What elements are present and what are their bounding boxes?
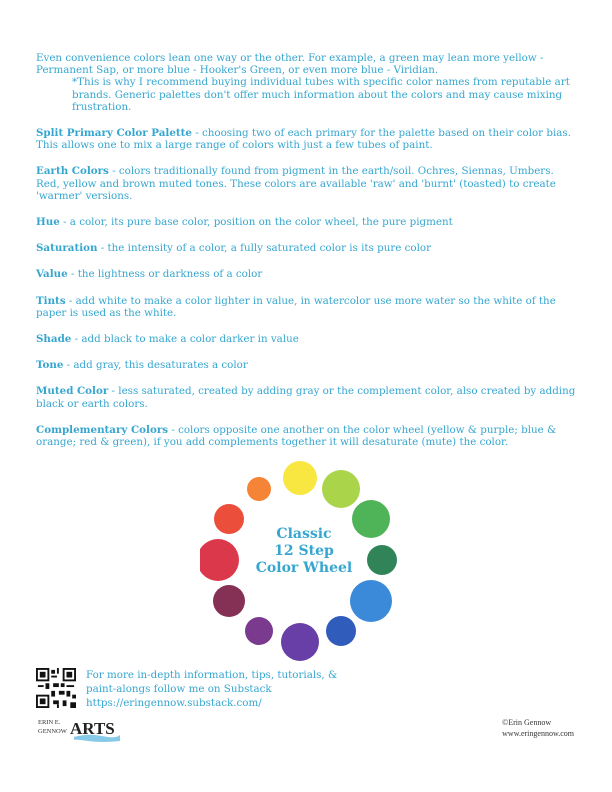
definition-saturation [36,242,576,254]
promo-line: For more in-depth information, tips, tutorials, & [86,669,338,681]
definition-text: - colors opposite one another on the color wheel (yellow & purple; blue & orange; red & green), if you add complements together it will desaturate (mute) the color. [36,423,557,449]
definition-text: - colors traditionally found from pigment in the earth/soil. Ochres, Siennas, Umbers. Red, yellow and brown muted tones. These colors are available 'raw' and 'burnt' (toasted) to create 'warmer' versions. [36,165,556,202]
wheel-swatch-violet [245,617,273,645]
document-body [36,52,576,462]
definition-tone [36,359,576,371]
erin-gennow-arts-logo [36,714,126,744]
wheel-swatch-blue [350,580,392,622]
definition-term: Split Primary Color Palette [36,127,192,140]
intro-line: Even convenience colors lean one way or the other. For example, a green may lean more yellow - Permanent Sap, or more blue - Hooker's Green, or even more blue - Viridian. [36,52,544,77]
wheel-swatch-red [200,539,239,581]
definition-term: Muted Color [36,385,109,398]
qr-code-icon [36,668,76,708]
wheel-swatch-orange [247,477,271,501]
definition-term: Complementary Colors [36,423,169,436]
substack-link[interactable]: https://eringennow.substack.com/ [86,697,262,709]
wheel-title-line: 12 Step [274,543,334,559]
definition-text: - add black to make a color darker in value [71,333,299,346]
intro-note: *This is why I recommend buying individual tubes with specific color names from reputable art brands. Generic palettes don't offer much information about the colors and may cause mixing frustration. [72,76,570,113]
definition-split-primary [36,127,576,151]
definition-complementary [36,424,576,448]
wheel-swatch-blue-deep [326,616,356,646]
definition-text: - the lightness or darkness of a color [67,268,263,281]
copyright-block [502,717,574,739]
wheel-swatch-blue-violet [281,623,319,661]
wheel-title-line: Classic [276,526,332,542]
definition-term: Tone [36,359,64,372]
copyright-text: ©Erin Gennow [502,718,552,727]
wheel-title-line: Color Wheel [255,560,353,576]
definition-text: - add gray, this desaturates a color [63,359,248,372]
definition-muted-color [36,385,576,409]
website-link[interactable]: www.eringennow.com [502,729,574,738]
definition-term: Tints [36,294,66,307]
logo-text-gennow: GENNOW [38,728,67,735]
definition-hue [36,216,576,228]
logo-text-arts: ARTS [70,719,115,738]
logo-text-erin: ERIN E. [38,719,61,726]
definition-term: Hue [36,216,60,229]
wheel-swatch-yellow [283,461,317,495]
promo-line: paint-alongs follow me on Substack [86,683,272,695]
definition-shade [36,333,576,345]
definition-term: Saturation [36,242,98,255]
wheel-swatch-blue-green [367,545,397,575]
definition-term: Value [36,268,68,281]
definition-text: - the intensity of a color, a fully saturated color is its pure color [97,242,431,255]
definition-text: - choosing two of each primary for the palette based on their color bias. This allows one to mix a large range of colors with just a few tubes of paint. [36,127,571,152]
wheel-swatch-red-violet [213,585,245,617]
intro-paragraph [36,52,576,113]
substack-promo [86,668,346,710]
definition-earth-colors [36,165,576,202]
definition-text: - a color, its pure base color, position on the color wheel, the pure pigment [59,216,453,229]
definition-value [36,268,576,280]
wheel-swatch-red-orange [214,504,244,534]
definition-term: Shade [36,333,72,346]
color-wheel-title [244,526,364,577]
wheel-swatch-yellow-green [322,470,360,508]
definition-text: - add white to make a color lighter in value, in watercolor use more water so the white of the paper is used as the white. [36,294,556,319]
definition-term: Earth Colors [36,165,109,178]
definition-text: - less saturated, created by adding gray or the complement color, also created by adding black or earth colors. [36,385,576,410]
definition-tints [36,295,576,319]
